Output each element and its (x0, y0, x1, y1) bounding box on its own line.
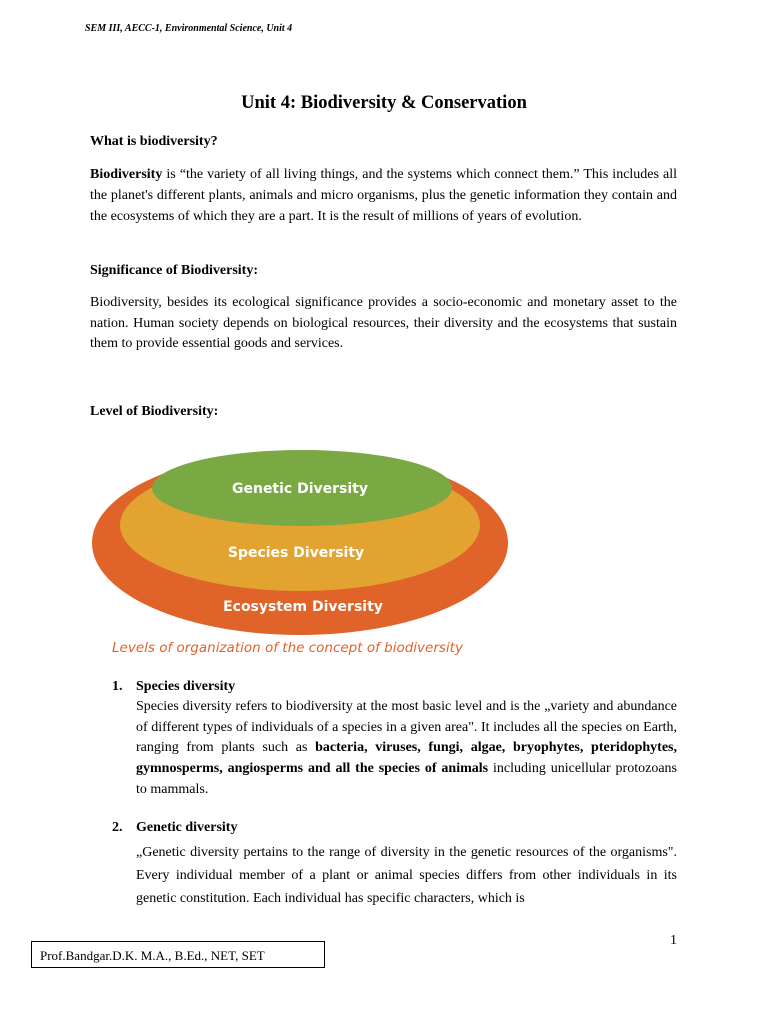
species-text-bold: bacteria, viruses, fungi, algae, bryophytes, pteridophytes, gymnosperms, angiosperms and all the species of animals (136, 740, 677, 777)
heading-significance: Significance of Biodiversity: (90, 263, 258, 278)
diagram-caption: Levels of organization of the concept of biodiversity (112, 640, 463, 656)
heading-levels: Level of Biodiversity: (90, 404, 219, 419)
footer-author-box: Prof.Bandgar.D.K. M.A., B.Ed., NET, SET (31, 941, 325, 968)
list-paragraph-species-diversity (136, 697, 677, 801)
list-paragraph-genetic-diversity: „Genetic diversity pertains to the range of diversity in the genetic resources of the organisms". Every individual member of a plant or animal species differs from other individuals in its genetic constitution. Each individual has specific characters, which is (136, 845, 677, 906)
list-heading-genetic-diversity: Genetic diversity (136, 820, 238, 835)
ecosystem-diversity-label: Ecosystem Diversity (223, 599, 383, 615)
definition-text: is “the variety of all living things, and the systems which connect them.” This includes all the planet's different plants, animals and micro organisms, plus the genetic information they contain and the ecosystems of which they are a part. It is the result of millions of years of evolution. (90, 167, 677, 224)
page-number: 1 (670, 933, 677, 948)
genetic-diversity-label: Genetic Diversity (231, 481, 369, 497)
species-text-end: including unicellular protozoans to mammals. (136, 761, 677, 797)
list-number-1: 1. (112, 679, 123, 694)
page-title: Unit 4: Biodiversity & Conservation (241, 93, 527, 113)
paragraph-definition (90, 164, 677, 227)
species-text-start: Species diversity refers to biodiversity at the most basic level and is the „variety and abundance of different types of individuals of a species in a given area". It includes all the species on Earth, ranging from plants such as (136, 699, 677, 756)
running-header: SEM III, AECC-1, Environmental Science, Unit 4 (85, 23, 293, 34)
term-biodiversity: Biodiversity (90, 167, 163, 182)
heading-what-is-biodiversity: What is biodiversity? (90, 134, 218, 149)
list-heading-species-diversity: Species diversity (136, 679, 236, 694)
species-diversity-label: Species Diversity (227, 545, 365, 561)
biodiversity-levels-diagram (90, 445, 520, 660)
paragraph-significance: Biodiversity, besides its ecological significance provides a socio-economic and monetary asset to the nation. Human society depends on biological resources, their diversity and the ecosystems that sustain them to provide essential goods and services. (90, 295, 677, 351)
list-number-2: 2. (112, 820, 123, 835)
